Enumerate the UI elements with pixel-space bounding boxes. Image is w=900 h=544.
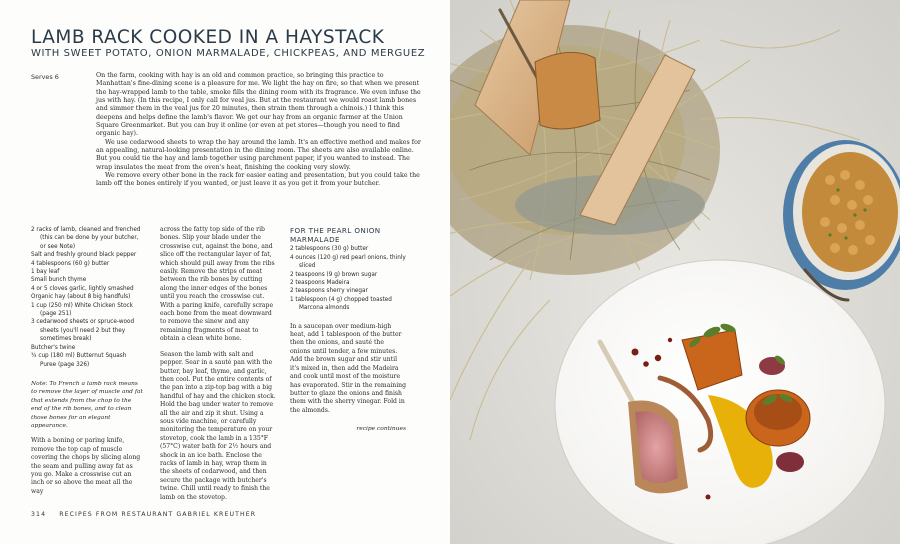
ingredient: 1 tablespoon (4 g) chopped toasted Marcona almonds xyxy=(290,296,392,312)
ingredient: 2 racks of lamb, cleaned and frenched (this can be done by your butcher, or see Note) xyxy=(31,227,141,250)
seared-lamb-rack xyxy=(535,52,600,129)
ingredient: Organic hay (about 8 big handfuls) xyxy=(31,294,131,301)
intro-paragraph: We use cedarwood sheets to wrap the hay around the lamb. It's an effective method and makes for an appealing, natural-looking presentation in the dining room. The sheets are also available online. But you could tie the hay and lamb together using parchment paper, if you wanted to instead. The wrap insulates the meat from the oven's heat, finishing the cooking very slowly. xyxy=(96,138,421,171)
dish-photo xyxy=(450,0,900,544)
ingredient: 4 or 5 cloves garlic, lightly smashed xyxy=(31,285,134,292)
recipe-intro xyxy=(96,72,422,189)
ingredient: 2 tablespoons (30 g) butter xyxy=(290,246,369,253)
onion-method: In a saucepan over medium-high heat, add 1 tablespoon of the butter then the onions, and sauté the onions until tender, a few minutes. Add the brown sugar and stir until it's mixed in, then add the Madeira and cook until most of the moisture has evaporated. Stir in the remaining butter to glaze the onions and finish them with the sherry vinegar. Fold in the almonds. xyxy=(290,322,406,414)
intro-paragraph: We remove every other bone in the rack for easier eating and presentation, but you could take the lamb off the bones entirely if you wanted, or just leave it as you get it from your butcher. xyxy=(96,172,420,188)
running-title: RECIPES FROM RESTAURANT GABRIEL KREUTHER xyxy=(59,511,257,518)
recipe-subtitle: WITH SWEET POTATO, ONION MARMALADE, CHICKPEAS, AND MERGUEZ xyxy=(31,48,426,59)
onion-marmalade-heading: FOR THE PEARL ONION MARMALADE xyxy=(290,226,381,245)
onion-marmalade xyxy=(776,452,804,472)
ingredient: ¾ cup (180 ml) Butternut Squash Puree (page 326) xyxy=(31,353,127,368)
serves-label: Serves 6 xyxy=(31,73,59,81)
intro-paragraph: On the farm, cooking with hay is an old and common practice, so bringing this practice to Manhattan's fine-dining scene is a pleasure for me. We light the hay on fire, so that when we present the hay-wrapped lamb to the table, smoke fills the dining room with its fragrance. We even infuse the jus with hay. (In this recipe, I only call for veal jus. But at the restaurant we would roast lamb bones and simmer them in the veal jus for 20 minutes, then strain them through a chinois.) I think this deepens and helps define the lamb's flavor. We get our hay from an organic farmer at the Union Square Greenmarket. But you can buy it online (or even at pet stores—though you need to find organic hay). xyxy=(96,72,421,138)
ingredient: 1 bay leaf xyxy=(31,269,60,276)
ingredient: 1 cup (250 ml) White Chicken Stock (page 251) xyxy=(31,302,133,318)
ingredient: Small bunch thyme xyxy=(31,277,87,284)
ingredient: 4 tablespoons (60 g) butter xyxy=(31,260,110,267)
ingredient: 2 teaspoons (9 g) brown sugar xyxy=(290,271,378,278)
method-paragraph: With a boning or paring knife, remove the top cap of muscle covering the chops by slicing along the seam and pulling away fat as you go. Make a crosswise cut an inch or so above the meat all the way xyxy=(31,437,141,495)
ingredient: 3 cedarwood sheets or spruce-wood sheets (you'll need 2 but they sometimes break) xyxy=(31,319,135,343)
method-paragraph: Season the lamb with salt and pepper. Sear in a sauté pan with the butter, bay leaf, thyme, and garlic, then cool. Put the entire contents of the pan into a zip-top bag with a big handful of hay and the chicken stock. Hold the bag under water to remove all the air and zip it shut. Using a sous vide machine, or carefully monitoring the temperature on your stovetop, cook the lamb in a 135°F (57°C) water bath for 2½ hours and shock in an ice bath. Enclose the racks of lamb in hay, wrap them in the sheets of cedarwood, and then secure the package with butcher's twine. Chill until ready to finish the lamb on the stovetop. xyxy=(160,350,276,501)
page-footer xyxy=(31,511,266,518)
column-3 xyxy=(290,226,406,434)
page-number: 314 xyxy=(31,511,47,518)
column-2 xyxy=(160,226,276,502)
recipe-title: LAMB RACK COOKED IN A HAYSTACK xyxy=(31,27,385,48)
recipe-continues: recipe continues xyxy=(356,426,406,433)
onion-ingredient-list xyxy=(290,245,406,312)
method-paragraph: across the fatty top side of the rib bones. Slip your blade under the crosswise cut, against the bone, and slice off the rectangular layer of fat, which should pull away from the ribs easily. Remove the strips of meat between the rib bones by cutting along the inner edges of the bones until you reach the crosswise cut. With a paring knife, carefully scrape each bone from the meat downward to remove the sinew and any remaining fragments of meat to obtain a clean white bone. xyxy=(160,226,275,343)
ingredient-list xyxy=(31,226,143,369)
ingredient: 2 teaspoons sherry vinegar xyxy=(290,288,368,295)
column-1 xyxy=(31,226,143,496)
ingredient: Salt and freshly ground black pepper xyxy=(31,252,137,259)
frenching-note: Note: To French a lamb rack means to remove the layer of muscle and fat that extends from the chop to the end of the rib bones, and to clean those bones for an elegant appearance. xyxy=(31,380,143,429)
ingredient: Butcher's twine xyxy=(31,344,76,351)
dish-illustration xyxy=(450,0,900,544)
ingredient: 4 ounces (120 g) red pearl onions, thinly sliced xyxy=(290,254,406,270)
ingredient: 2 teaspoons Madeira xyxy=(290,280,350,287)
